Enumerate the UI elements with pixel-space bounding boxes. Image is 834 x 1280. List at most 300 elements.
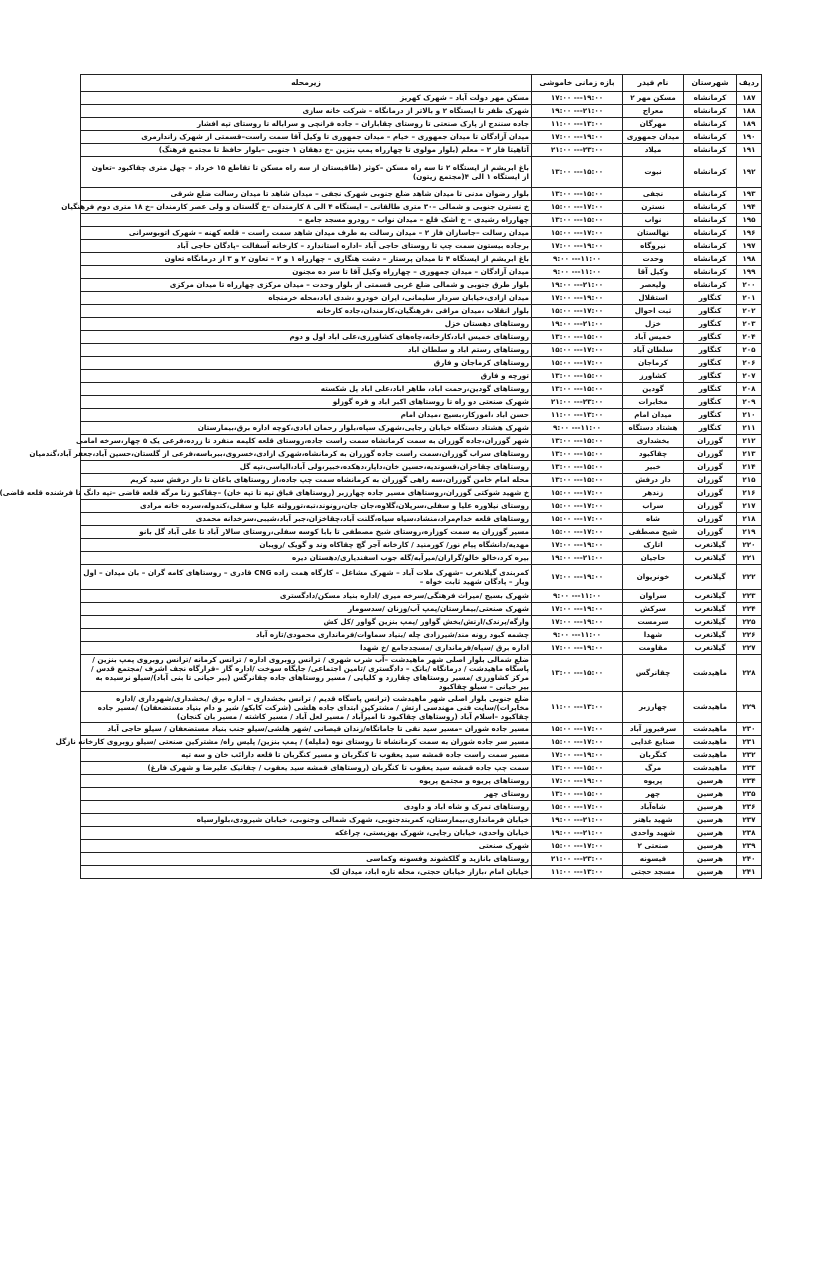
cell-city: کرمانشاه [684, 266, 737, 279]
cell-city: کنگاور [684, 305, 737, 318]
table-row [81, 642, 762, 655]
table-row [81, 435, 762, 448]
cell-area: روستاهای کرماجان و فارق [81, 357, 532, 370]
table-row [81, 253, 762, 266]
header-city: شهرستان [684, 75, 737, 92]
cell-feeder: میلاد [623, 144, 684, 157]
cell-time: ۱۵:۰۰--- ۱۳:۰۰ [532, 383, 623, 396]
table-row [81, 227, 762, 240]
cell-feeder: هشتاد دستگاه [623, 422, 684, 435]
cell-time: ۱۷:۰۰--- ۱۵:۰۰ [532, 526, 623, 539]
cell-num: ۲۳۰ [737, 723, 762, 736]
cell-time: ۱۷:۰۰--- ۱۵:۰۰ [532, 344, 623, 357]
cell-area: مسکن مهر دولت آباد – شهرک کهریز [81, 92, 532, 105]
cell-area: بلوار طرق جنوبی و شمالی ضلع غربی قسمتی از بلوار وحدت – میدان مرکزی چهارراه تا میدان مرکزی [81, 279, 532, 292]
cell-time: ۱۵:۰۰--- ۱۳:۰۰ [532, 435, 623, 448]
table-row [81, 723, 762, 736]
cell-num: ۱۸۹ [737, 118, 762, 131]
cell-area: مسیر گوزران به سمت کوزاره،روستای شیخ مصطفی تا بابا کوسه سفلی،روستای سالار آباد تا علی آباد گل بانو [81, 526, 532, 539]
table-row [81, 461, 762, 474]
cell-feeder: نجفی [623, 188, 684, 201]
cell-time: ۲۳:۰۰--- ۲۱:۰۰ [532, 853, 623, 866]
cell-feeder: خبیر [623, 461, 684, 474]
cell-time: ۱۹:۰۰--- ۱۷:۰۰ [532, 749, 623, 762]
cell-time: ۱۱:۰۰--- ۹:۰۰ [532, 590, 623, 603]
cell-time: ۱۷:۰۰--- ۱۵:۰۰ [532, 487, 623, 500]
cell-feeder: میدان جمهوری [623, 131, 684, 144]
cell-time: ۱۵:۰۰--- ۱۳:۰۰ [532, 157, 623, 188]
table-row [81, 357, 762, 370]
cell-feeder: چقاکبود [623, 448, 684, 461]
cell-feeder: سرفیروز آباد [623, 723, 684, 736]
cell-num: ۲۴۰ [737, 853, 762, 866]
cell-city: کرمانشاه [684, 105, 737, 118]
cell-time: ۱۷:۰۰--- ۱۵:۰۰ [532, 305, 623, 318]
cell-area: خیابان امام ،بازار خیابان حجتی، محله تازه اباد، میدان لک [81, 866, 532, 879]
cell-time: ۱۳:۰۰--- ۱۱:۰۰ [532, 866, 623, 879]
cell-feeder: میدان امام [623, 409, 684, 422]
cell-time: ۱۳:۰۰--- ۱۱:۰۰ [532, 692, 623, 723]
cell-city: کنگاور [684, 409, 737, 422]
cell-area: میدان رسالت –جاسازان فاز ۲ – میدان رسالت به طرف میدان شاهد سمت راست – قلعه کهنه – شهرک اتوبوسرانی [81, 227, 532, 240]
cell-num: ۲۲۰ [737, 539, 762, 552]
cell-feeder: شهدا [623, 629, 684, 642]
cell-time: ۱۷:۰۰--- ۱۵:۰۰ [532, 227, 623, 240]
cell-feeder: شهید واحدی [623, 827, 684, 840]
cell-feeder: مسکن مهر ۲ [623, 92, 684, 105]
table-row [81, 474, 762, 487]
cell-area: میدان ازادی،خیابان سردار سلیمانی، ایران خودرو ،شدی اباد،محله خرمنجاه [81, 292, 532, 305]
table-row [81, 118, 762, 131]
table-row [81, 318, 762, 331]
cell-area: شهرک هشتاد دستگاه خیابان رجایی،شهرک سپاه،بلوار رحمان ابادی،کوچه اداره برق،بیمارستان [81, 422, 532, 435]
cell-area: جاده سنندج از پارک صنعتی تا روستای چقاباران – جاده فرانچی و سراباله تا روستای تپه افشار [81, 118, 532, 131]
cell-city: ماهیدشت [684, 736, 737, 749]
cell-area: روستاهای تمرک و شاه اباد و داودی [81, 801, 532, 814]
cell-city: هرسین [684, 788, 737, 801]
cell-time: ۱۵:۰۰--- ۱۳:۰۰ [532, 788, 623, 801]
header-num: ردیف [737, 75, 762, 92]
cell-city: کرمانشاه [684, 118, 737, 131]
cell-city: گوزران [684, 513, 737, 526]
cell-city: گیلانغرب [684, 629, 737, 642]
cell-num: ۲۲۲ [737, 565, 762, 590]
table-row [81, 279, 762, 292]
table-row [81, 131, 762, 144]
table-row [81, 188, 762, 201]
cell-num: ۲۳۴ [737, 775, 762, 788]
cell-city: ماهیدشت [684, 692, 737, 723]
cell-area: روستاهای رستم اباد و سلطان اباد [81, 344, 532, 357]
cell-feeder: مخابرات [623, 396, 684, 409]
cell-area: میدان آزادگان تا میدان جمهوری – خیام – میدان جمهوری تا وکیل آقا سمت راست–قسمتی از شهرک زاندارمری [81, 131, 532, 144]
cell-city: کنگاور [684, 370, 737, 383]
cell-area: بلوار رضوان مدنی تا میدان شاهد ضلع جنوبی شهرک نجفی – میدان شاهد تا میدان رسالت ضلع شرقی [81, 188, 532, 201]
cell-num: ۲۰۸ [737, 383, 762, 396]
cell-feeder: خونریوان [623, 565, 684, 590]
cell-time: ۱۵:۰۰--- ۱۳:۰۰ [532, 214, 623, 227]
cell-num: ۲۲۸ [737, 655, 762, 692]
cell-feeder: کنگربان [623, 749, 684, 762]
cell-city: هرسین [684, 853, 737, 866]
cell-area: ضلع شمالی بلوار اصلی شهر ماهیدشت –آب شرب شهری / ترانس روبروی اداره / ترانس کرمانه /ترانس روبروی پمپ بنزین /پاسگاه ماهیدشت / درمانگاه /بانک – دادگستری /تامین اجتماعی/ جایگاه سوخت /اداره گاز –قرارگاه نجف اشرف /مجتمع قدس /مرکز کشاورزی /مسیر روستاهای چقارزد و کلیایی / مسیر روستاهای جاده چقانرگس (بیر حیانی تا بنی آباد)/سیلو نرسیده به بیر حیانی – سیلو چقاکبود [81, 655, 532, 692]
cell-area: چهارراه رشیدی – خ اشک قلع – میدان نواب – رودرو مسجد جامع – [81, 214, 532, 227]
cell-time: ۱۵:۰۰--- ۱۳:۰۰ [532, 188, 623, 201]
cell-time: ۱۷:۰۰--- ۱۵:۰۰ [532, 357, 623, 370]
cell-feeder: خمیس آباد [623, 331, 684, 344]
cell-feeder: پریوه [623, 775, 684, 788]
cell-feeder: صنایع غذایی [623, 736, 684, 749]
cell-num: ۲۰۰ [737, 279, 762, 292]
cell-city: کرمانشاه [684, 92, 737, 105]
cell-num: ۲۲۶ [737, 629, 762, 642]
cell-city: گوزران [684, 435, 737, 448]
cell-area: شهر گوزران،جاده گوزران به سمت کرمانشاه سمت راست جاده،روستای قلعه کلیمه منفرد تا زرده،فرعی یک ۵ چهار،سرخه امامی [81, 435, 532, 448]
cell-city: گیلانغرب [684, 539, 737, 552]
cell-feeder: سراوان [623, 590, 684, 603]
cell-feeder: گودین [623, 383, 684, 396]
cell-num: ۱۹۹ [737, 266, 762, 279]
cell-time: ۱۵:۰۰--- ۱۳:۰۰ [532, 762, 623, 775]
cell-city: گیلانغرب [684, 565, 737, 590]
cell-area: کمربندی گیلانغرب –شهرک ملات آباد – شهرک مشاغل – کارگاه همت زاده CNG قادری – روستاهای کامه گران – بان میدان – اول ویار – پادگان شهید ثابت خواه – [81, 565, 532, 590]
table-row [81, 92, 762, 105]
cell-feeder: سلطان آباد [623, 344, 684, 357]
cell-city: کنگاور [684, 331, 737, 344]
cell-feeder: معراج [623, 105, 684, 118]
cell-area: شهرک ظفر تا ایستگاه ۲ و بالاتر از درمانگاه – شرکت خانه سازی [81, 105, 532, 118]
cell-city: کرمانشاه [684, 240, 737, 253]
table-header-row [81, 75, 762, 92]
cell-city: کرمانشاه [684, 227, 737, 240]
cell-num: ۲۰۷ [737, 370, 762, 383]
cell-num: ۲۱۱ [737, 422, 762, 435]
cell-time: ۲۳:۰۰--- ۲۱:۰۰ [532, 144, 623, 157]
cell-num: ۲۱۴ [737, 461, 762, 474]
cell-area: شهرک صنعتی/بیمارستان/پمپ آب/وزنان /سدسومار [81, 603, 532, 616]
cell-num: ۲۱۶ [737, 487, 762, 500]
table-row [81, 762, 762, 775]
table-row [81, 603, 762, 616]
cell-num: ۲۱۲ [737, 435, 762, 448]
cell-num: ۲۱۷ [737, 500, 762, 513]
cell-time: ۱۳:۰۰--- ۱۱:۰۰ [532, 409, 623, 422]
cell-time: ۱۳:۰۰--- ۱۱:۰۰ [532, 118, 623, 131]
cell-area: برجاده بیستون سمت چپ تا روستای حاجی آباد –اداره استاندارد – کارخانه آسفالت –پادگان حاجی آباد [81, 240, 532, 253]
cell-city: هرسین [684, 827, 737, 840]
table-row [81, 487, 762, 500]
cell-time: ۱۵:۰۰--- ۱۳:۰۰ [532, 474, 623, 487]
cell-city: کنگاور [684, 318, 737, 331]
table-row [81, 539, 762, 552]
cell-area: وارگه/پرندک/ارتش/بخش گواور /پمپ بنزین گواور /کل کش [81, 616, 532, 629]
cell-city: گیلانغرب [684, 590, 737, 603]
table-row [81, 157, 762, 188]
cell-area: باغ ابریشم از ایستگاه ۲ تا سه راه مسکن –کوثر (طاقبستان از سه راه مسکن تا تقاطع ۱۵ خرداد – چهل متری چقاکبود –تعاون از ایستگاه ۱ الی ۴(مجتمع زیتون) [81, 157, 532, 188]
cell-city: گوزران [684, 448, 737, 461]
cell-city: گوزران [684, 474, 737, 487]
cell-city: هرسین [684, 801, 737, 814]
cell-feeder: ولیعصر [623, 279, 684, 292]
cell-num: ۲۰۳ [737, 318, 762, 331]
cell-num: ۲۰۱ [737, 292, 762, 305]
cell-feeder: نیروگاه [623, 240, 684, 253]
cell-city: کنگاور [684, 422, 737, 435]
cell-city: کنگاور [684, 383, 737, 396]
cell-num: ۲۳۸ [737, 827, 762, 840]
cell-feeder: سراب [623, 500, 684, 513]
cell-num: ۲۲۷ [737, 642, 762, 655]
cell-area: روستای چهر [81, 788, 532, 801]
cell-time: ۱۵:۰۰--- ۱۳:۰۰ [532, 370, 623, 383]
cell-area: روستاهای خمیس اباد،کارخانه،چاه‌های کشاورزی،علی اباد اول و دوم [81, 331, 532, 344]
cell-time: ۱۷:۰۰--- ۱۵:۰۰ [532, 500, 623, 513]
table-row [81, 827, 762, 840]
cell-time: ۱۹:۰۰--- ۱۷:۰۰ [532, 292, 623, 305]
table-row [81, 331, 762, 344]
cell-city: کرمانشاه [684, 253, 737, 266]
cell-area: میدان آزادگان – میدان جمهوری – چهارراه وکیل آقا تا سر ده مجنون [81, 266, 532, 279]
cell-city: کرمانشاه [684, 131, 737, 144]
cell-feeder: وحدت [623, 253, 684, 266]
cell-area: روستاهای چقاخزان،قسوندیه،حسین خان،دایار،دهکده،خبیر،ولی آباد،الیاسی،تپه گل [81, 461, 532, 474]
cell-area: شهرک صنعتی دو راه تا روستاهای اکبر اباد و قره گوزلو [81, 396, 532, 409]
table-row [81, 736, 762, 749]
cell-num: ۱۹۰ [737, 131, 762, 144]
cell-feeder: زندهر [623, 487, 684, 500]
cell-time: ۱۷:۰۰--- ۱۵:۰۰ [532, 801, 623, 814]
cell-num: ۲۳۷ [737, 814, 762, 827]
cell-time: ۲۳:۰۰--- ۲۱:۰۰ [532, 396, 623, 409]
cell-feeder: چهر [623, 788, 684, 801]
cell-time: ۱۷:۰۰--- ۱۵:۰۰ [532, 840, 623, 853]
cell-time: ۱۹:۰۰--- ۱۷:۰۰ [532, 92, 623, 105]
cell-time: ۱۵:۰۰--- ۱۳:۰۰ [532, 331, 623, 344]
cell-area: روستاهای بانازید و گلکشوند وفسونه وکماسی [81, 853, 532, 866]
cell-time: ۱۹:۰۰--- ۱۷:۰۰ [532, 642, 623, 655]
cell-feeder: مهرگان [623, 118, 684, 131]
cell-feeder: نواب [623, 214, 684, 227]
cell-num: ۲۲۵ [737, 616, 762, 629]
table-row [81, 396, 762, 409]
cell-area: آتاهیتا فاز ۲ – معلم (بلوار مولوی تا چهارراه پمپ بنزین –خ دهقان ۱ جنوبی –بلوار حافظ تا مجتمع فرهنگ) [81, 144, 532, 157]
table-row [81, 266, 762, 279]
cell-feeder: کرماجان [623, 357, 684, 370]
cell-city: گوزران [684, 526, 737, 539]
cell-city: گیلانغرب [684, 616, 737, 629]
cell-time: ۱۹:۰۰--- ۱۷:۰۰ [532, 775, 623, 788]
table-row [81, 422, 762, 435]
cell-feeder: مقاومت [623, 642, 684, 655]
cell-area: شهرک صنعتی [81, 840, 532, 853]
cell-city: کرمانشاه [684, 188, 737, 201]
cell-city: کنگاور [684, 344, 737, 357]
cell-num: ۱۹۸ [737, 253, 762, 266]
cell-num: ۲۰۴ [737, 331, 762, 344]
cell-city: هرسین [684, 866, 737, 879]
cell-time: ۱۹:۰۰--- ۱۷:۰۰ [532, 616, 623, 629]
cell-time: ۱۷:۰۰--- ۱۵:۰۰ [532, 513, 623, 526]
cell-area: بیره کرد،خالو خالو/گراران/میرآبه/گله جوب اسفندیاری/دهستان دیره [81, 552, 532, 565]
table-row [81, 448, 762, 461]
cell-time: ۱۷:۰۰--- ۱۵:۰۰ [532, 201, 623, 214]
cell-num: ۲۴۱ [737, 866, 762, 879]
cell-num: ۲۳۳ [737, 762, 762, 775]
table-row [81, 305, 762, 318]
cell-num: ۲۱۰ [737, 409, 762, 422]
cell-feeder: استقلال [623, 292, 684, 305]
cell-city: ماهیدشت [684, 723, 737, 736]
cell-time: ۲۱:۰۰--- ۱۹:۰۰ [532, 552, 623, 565]
cell-time: ۱۱:۰۰--- ۹:۰۰ [532, 629, 623, 642]
cell-feeder: شهید باهنر [623, 814, 684, 827]
cell-city: ماهیدشت [684, 749, 737, 762]
table-row [81, 500, 762, 513]
cell-area: شهرک بسیج /میراث فرهنگی/سرخه میری /اداره بنیاد مسکن/دادگستری [81, 590, 532, 603]
cell-time: ۲۱:۰۰--- ۱۹:۰۰ [532, 827, 623, 840]
cell-area: چشمه کبود رونه مند/شیرزادی چله /بنیاد سماوات/فرمانداری محمودی/تازه آباد [81, 629, 532, 642]
cell-feeder: اتارک [623, 539, 684, 552]
cell-area: تورچه و فارق [81, 370, 532, 383]
cell-city: گیلانغرب [684, 642, 737, 655]
table-row [81, 655, 762, 692]
cell-num: ۲۱۹ [737, 526, 762, 539]
cell-area: خیابان فرمانداری،بیمارستان، کمربندجنوبی، شهرک شمالی وجنوبی، خیابان شیرودی،بلوارسپاه [81, 814, 532, 827]
cell-area: باغ ابریشم از ایستگاه ۴ تا میدان پرستار – دشت هنگاری – چهارراه ۱ و ۲ – تعاون ۲ و ۳ از درمانگاه تعاون [81, 253, 532, 266]
cell-time: ۱۹:۰۰--- ۱۷:۰۰ [532, 240, 623, 253]
cell-num: ۲۲۹ [737, 692, 762, 723]
cell-feeder: خزل [623, 318, 684, 331]
cell-num: ۲۲۳ [737, 590, 762, 603]
table-body [0, 92, 762, 879]
cell-city: کنگاور [684, 357, 737, 370]
table-row [81, 749, 762, 762]
header-feeder: نام فیدر [623, 75, 684, 92]
cell-city: هرسین [684, 775, 737, 788]
cell-time: ۲۱:۰۰--- ۱۹:۰۰ [532, 318, 623, 331]
cell-feeder: شاه [623, 513, 684, 526]
table-row [81, 409, 762, 422]
cell-time: ۲۱:۰۰--- ۱۹:۰۰ [532, 279, 623, 292]
cell-time: ۱۵:۰۰--- ۱۳:۰۰ [532, 448, 623, 461]
cell-feeder: نسترن [623, 201, 684, 214]
cell-area: محله امام خامن گوزران،سه راهی گوزران به کرمانشاه سمت چپ جاده،از روستاهای باغان تا دار درفش سید کریم [81, 474, 532, 487]
cell-num: ۲۳۲ [737, 749, 762, 762]
cell-feeder: مرگ [623, 762, 684, 775]
cell-num: ۱۹۲ [737, 157, 762, 188]
table-row [81, 565, 762, 590]
cell-city: گیلانغرب [684, 552, 737, 565]
cell-time: ۱۹:۰۰--- ۱۷:۰۰ [532, 131, 623, 144]
cell-feeder: بخشداری [623, 435, 684, 448]
cell-city: هرسین [684, 814, 737, 827]
cell-feeder: وکیل آقا [623, 266, 684, 279]
table-row [81, 552, 762, 565]
cell-area: روستاهای گودین،رحمت اباد، طاهر اباد،علی اباد پل شکسته [81, 383, 532, 396]
table-row [81, 383, 762, 396]
table-row [81, 105, 762, 118]
cell-area: روستاهای قلعه خدام‌مراد،منشاد،سیاه سیاه،گلنت آباد،چقاخزان،جبر آباد،شیبی،سرخدانه محمدی [81, 513, 532, 526]
cell-city: کرمانشاه [684, 144, 737, 157]
cell-city: ماهیدشت [684, 762, 737, 775]
cell-num: ۱۹۶ [737, 227, 762, 240]
header-time: بازه زمانی خاموشی [532, 75, 623, 92]
cell-num: ۲۳۱ [737, 736, 762, 749]
cell-time: ۱۵:۰۰--- ۱۳:۰۰ [532, 655, 623, 692]
table-row [81, 240, 762, 253]
cell-area: حسن اباد ،اموزکار،بسیج ،میدان امام [81, 409, 532, 422]
table-row [81, 526, 762, 539]
cell-feeder: نبوت [623, 157, 684, 188]
cell-num: ۱۹۱ [737, 144, 762, 157]
cell-feeder: چقانرگس [623, 655, 684, 692]
table-row [81, 814, 762, 827]
cell-area: روستاهای دهستان خزل [81, 318, 532, 331]
cell-city: کرمانشاه [684, 279, 737, 292]
cell-area: روستاهای پریوه و مجتمع پریوه [81, 775, 532, 788]
cell-area: بلوار انقلاب ،میدان مراقی ،فرهنگیان،کارمندان،جاده کارخانه [81, 305, 532, 318]
table-row [81, 370, 762, 383]
cell-num: ۲۳۹ [737, 840, 762, 853]
cell-time: ۱۹:۰۰--- ۱۷:۰۰ [532, 565, 623, 590]
cell-area: مسیر جاده شوران –مسیر سید نقی تا جاماتگاه/زندان قیصانی /شهر هلشی/سیلو جنب بنیاد مستضعفان / سیلو حاجی آباد [81, 723, 532, 736]
cell-feeder: سرمست [623, 616, 684, 629]
cell-num: ۲۱۸ [737, 513, 762, 526]
cell-feeder: کشاورز [623, 370, 684, 383]
table-row [81, 616, 762, 629]
cell-time: ۱۵:۰۰--- ۱۳:۰۰ [532, 461, 623, 474]
cell-time: ۱۷:۰۰--- ۱۵:۰۰ [532, 723, 623, 736]
cell-num: ۲۳۶ [737, 801, 762, 814]
cell-num: ۲۱۳ [737, 448, 762, 461]
cell-time: ۱۹:۰۰--- ۱۷:۰۰ [532, 603, 623, 616]
header-area: زیرمحله [81, 75, 532, 92]
cell-num: ۲۳۵ [737, 788, 762, 801]
cell-feeder: شاه‌آباد [623, 801, 684, 814]
cell-area: ضلع جنوبی بلوار اصلی شهر ماهیدشت (ترانس پاسگاه قدیم / ترانس بخشداری – اداره برق /بخشداری/شهرداری /اداره مخابرات)/سایت فنی مهندسی ارتش / مشترکین ابتدای جاده هلشی (شرکت کابکو/ شیر و دام بنیاد مستضعفان) /مسیر جاده چقاکبود –اسلام آباد (روستاهای چقاکبود تا امیرآباد / مسیر لعل آباد / مسیر کاشته / مسیر بان کنجان) [81, 692, 532, 723]
cell-time: ۱۱:۰۰--- ۹:۰۰ [532, 266, 623, 279]
cell-area: روستاهای سراب گوزران،سمت راست جاده گوزران به کرمانشاه،شهرک ازادی،خسروی،ببرباسه،فرعی از گلستان،حسین آباد،جعفر آباد،گندمیان [81, 448, 532, 461]
table-row [81, 201, 762, 214]
cell-feeder: فیسونه [623, 853, 684, 866]
cell-time: ۱۱:۰۰--- ۹:۰۰ [532, 422, 623, 435]
cell-time: ۱۷:۰۰--- ۱۵:۰۰ [532, 736, 623, 749]
cell-feeder: مسجد حجتی [623, 866, 684, 879]
cell-num: ۱۹۴ [737, 201, 762, 214]
cell-area: خ نسترن جنوبی و شمالی –۳۰ متری طالقانی – ایستگاه ۴ الی ۸ کارمندان –خ گلستان و ولی عصر کارمندان –خ ۱۸ متری دوم فرهنگیان [81, 201, 532, 214]
cell-feeder: سرکش [623, 603, 684, 616]
table-row [81, 513, 762, 526]
cell-area: خ شهید شوکتی گوزران،روستاهای مسیر جاده چهارزبر (روستاهای قباق تپه تا تپه خان) –چقاکبو زنا مرگه قلعه قاضی –تپه دانگ تا فرشنده قلعه قاضی) [81, 487, 532, 500]
cell-city: کرمانشاه [684, 214, 737, 227]
cell-city: گیلانغرب [684, 603, 737, 616]
cell-feeder: صنعتی ۲ [623, 840, 684, 853]
cell-num: ۲۰۲ [737, 305, 762, 318]
cell-time: ۲۱:۰۰--- ۱۹:۰۰ [532, 105, 623, 118]
cell-num: ۲۲۱ [737, 552, 762, 565]
cell-feeder: ثبت احوال [623, 305, 684, 318]
blackout-schedule-table [0, 74, 762, 879]
cell-city: ماهیدشت [684, 655, 737, 692]
table-row [81, 853, 762, 866]
cell-area: مسیر سمت راست جاده قمشه سید یعقوب تا کنگربان و مسیر کنگربان تا قلعه دارائب خان و سه تپه [81, 749, 532, 762]
table-row [81, 144, 762, 157]
table-row [81, 692, 762, 723]
table-row [81, 344, 762, 357]
cell-city: کرمانشاه [684, 157, 737, 188]
cell-time: ۲۱:۰۰--- ۱۹:۰۰ [532, 814, 623, 827]
table-row [81, 292, 762, 305]
